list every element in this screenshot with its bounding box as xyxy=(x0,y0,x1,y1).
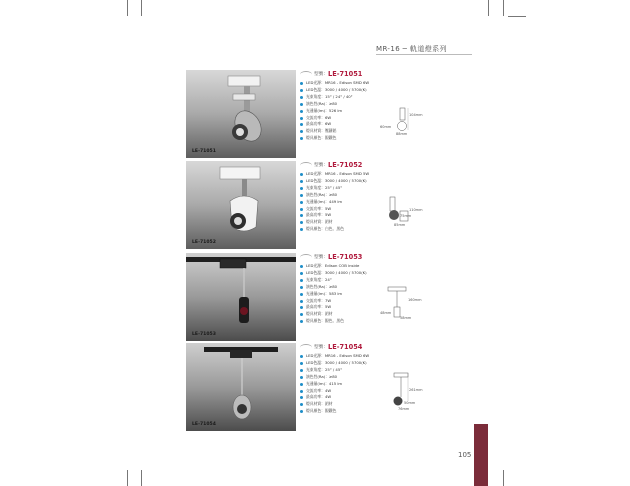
model-row xyxy=(300,70,390,80)
spec-item: LED色溫：3000 / 4000 / 5700(K) xyxy=(300,270,390,277)
dimension-drawing xyxy=(386,195,422,231)
dim-height: 110mm xyxy=(409,208,423,212)
spec-item: LED色溫：3000 / 4000 / 5700(K) xyxy=(300,87,390,94)
product-photo xyxy=(186,253,296,341)
spec-list xyxy=(300,353,390,415)
spec-item: 光通量(lm)：583 lm xyxy=(300,291,390,298)
product-card xyxy=(186,253,422,347)
photo-caption: LE-71051 xyxy=(192,149,216,154)
dim-diameter: 50mm xyxy=(404,401,416,405)
model-number: LE-71052 xyxy=(328,161,363,169)
series-header xyxy=(376,44,486,56)
model-row xyxy=(300,161,390,171)
spec-item: 光通量(lm)：526 lm xyxy=(300,108,390,115)
track-light-illustration xyxy=(186,161,296,249)
spec-block xyxy=(300,343,390,415)
spec-list xyxy=(300,263,390,325)
model-number: LE-71051 xyxy=(328,70,363,78)
dimension-sketch xyxy=(380,106,423,136)
crop-mark-top-right xyxy=(488,0,489,16)
swoosh-icon xyxy=(300,71,312,78)
section-tab xyxy=(474,424,488,486)
model-prefix: 型號： xyxy=(314,345,328,350)
crop-mark-bottom-right xyxy=(503,470,504,486)
track-light-illustration xyxy=(186,70,296,158)
spec-block xyxy=(300,161,390,233)
spec-item: 交流功率：4W xyxy=(300,388,390,395)
spec-item: 燈具材質：鋁材 xyxy=(300,219,390,226)
spec-item: LED光源：Edison COB inside xyxy=(300,263,390,270)
spec-list xyxy=(300,171,390,233)
swoosh-icon xyxy=(300,162,312,169)
photo-caption: LE-71052 xyxy=(192,240,216,245)
spec-item: 燈具顏色：銀鐵色 xyxy=(300,408,390,415)
series-title: MR-16 ─ 軌道燈系列 xyxy=(376,45,447,53)
header-rule xyxy=(376,54,472,55)
crop-mark-top-left xyxy=(127,0,128,16)
spec-item: 交流功率：7W xyxy=(300,298,390,305)
spec-item: 演色性(Ra)：≥80 xyxy=(300,284,390,291)
spec-item: 最高功率：5W xyxy=(300,304,390,311)
spec-item: 燈具材質：鋁材 xyxy=(300,401,390,408)
dimension-drawing xyxy=(380,106,423,140)
product-card xyxy=(186,343,422,437)
swoosh-icon xyxy=(300,254,312,261)
spec-item: 演色性(Ra)：≥80 xyxy=(300,192,390,199)
dim-depth: 85mm xyxy=(394,223,406,227)
dim-height: 104mm xyxy=(409,113,423,117)
spec-item: LED光源：MR16 - Edison SMD 6W xyxy=(300,80,390,87)
spec-block xyxy=(300,253,390,325)
model-row xyxy=(300,343,390,353)
spec-item: 演色性(Ra)：≥80 xyxy=(300,374,390,381)
product-photo xyxy=(186,161,296,249)
spec-item: LED光源：MR16 - Edison SMD 5W xyxy=(300,171,390,178)
dim-height: 261mm xyxy=(409,388,423,392)
dim-depth: 76mm xyxy=(398,407,410,411)
model-prefix: 型號： xyxy=(314,163,328,168)
spec-list xyxy=(300,80,390,142)
spec-item: 演色性(Ra)：≥80 xyxy=(300,101,390,108)
spec-item: LED色溫：3000 / 4000 / 5700(K) xyxy=(300,178,390,185)
track-light-illustration xyxy=(186,253,296,341)
spec-item: 光束角度：15° / 24° / 40° xyxy=(300,94,390,101)
photo-caption: LE-71054 xyxy=(192,422,216,427)
dim-depth: 88mm xyxy=(396,132,408,136)
dim-diameter: 60mm xyxy=(380,125,392,129)
crop-mark-right-h xyxy=(508,16,526,17)
spec-item: LED色溫：3000 / 4000 / 5700(K) xyxy=(300,360,390,367)
track-light-illustration xyxy=(186,343,296,431)
model-prefix: 型號： xyxy=(314,255,328,260)
spec-block xyxy=(300,70,390,142)
model-number: LE-71054 xyxy=(328,343,363,351)
spec-item: 光束角度：25° / 45° xyxy=(300,367,390,374)
page-number: 105 xyxy=(458,451,472,459)
spec-item: 燈具顏色：銀色、黑色 xyxy=(300,318,390,325)
dimension-drawing xyxy=(386,371,422,415)
photo-caption: LE-71053 xyxy=(192,332,216,337)
model-number: LE-71053 xyxy=(328,253,363,261)
crop-mark-bottom-left xyxy=(127,470,128,486)
product-photo xyxy=(186,70,296,158)
spec-item: 最高功率：6W xyxy=(300,121,390,128)
dim-diameter: 75mm xyxy=(400,214,412,218)
spec-item: 光束角度：25° / 45° xyxy=(300,185,390,192)
product-card xyxy=(186,70,422,164)
model-row xyxy=(300,253,390,263)
spec-item: 最高功率：5W xyxy=(300,212,390,219)
dimension-sketch xyxy=(380,285,422,321)
spec-item: 交流功率：5W xyxy=(300,206,390,213)
spec-item: 交流功率：6W xyxy=(300,115,390,122)
dim-height: 160mm xyxy=(408,298,422,302)
spec-item: 光束角度：24° xyxy=(300,277,390,284)
crop-mark-top-left-2 xyxy=(141,0,142,16)
dimension-sketch xyxy=(386,371,422,411)
crop-mark-top-right-2 xyxy=(503,0,504,16)
spec-item: 最高功率：4W xyxy=(300,394,390,401)
product-photo xyxy=(186,343,296,431)
spec-item: LED光源：MR16 - Edison SMD 6W xyxy=(300,353,390,360)
spec-item: 燈具材質：壓鑄鋁 xyxy=(300,128,390,135)
crop-mark-bottom-left-2 xyxy=(141,470,142,486)
model-prefix: 型號： xyxy=(314,72,328,77)
dim-depth: 58mm xyxy=(400,316,412,320)
product-card xyxy=(186,161,422,255)
spec-item: 光通量(lm)：449 lm xyxy=(300,199,390,206)
swoosh-icon xyxy=(300,344,312,351)
dimension-sketch xyxy=(386,195,422,227)
spec-item: 燈具顏色：銀鐵色 xyxy=(300,135,390,142)
spec-item: 燈具顏色：白色、黑色 xyxy=(300,226,390,233)
spec-item: 光通量(lm)：415 lm xyxy=(300,381,390,388)
dim-diameter: 48mm xyxy=(380,311,392,315)
dimension-drawing xyxy=(380,285,422,325)
spec-item: 燈具材質：鋁材 xyxy=(300,311,390,318)
